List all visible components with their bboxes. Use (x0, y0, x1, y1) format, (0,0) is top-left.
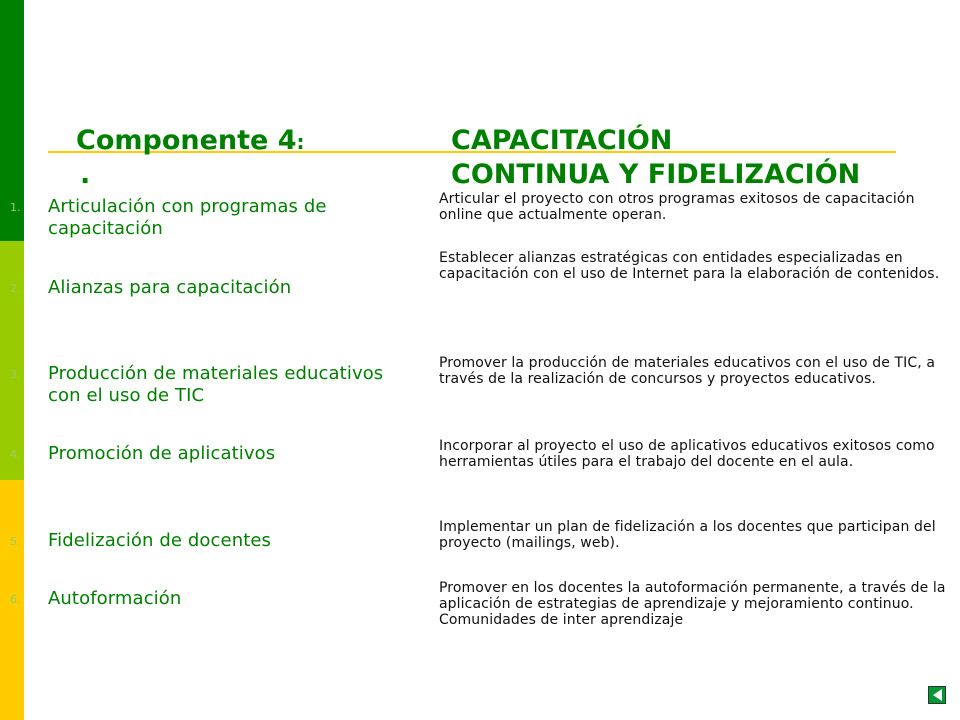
item-number: 3. (10, 368, 21, 381)
list-item (10, 196, 390, 240)
list-item (10, 530, 390, 552)
item-label: Alianzas para capacitación (48, 277, 292, 298)
item-number: 5. (10, 535, 21, 548)
list-item (10, 277, 390, 299)
item-label: Fidelización de docentes (48, 530, 272, 551)
title-left-text: Componente 4 (76, 125, 297, 156)
slide-title-left (76, 124, 305, 159)
item-number: 4. (10, 448, 21, 461)
item-description: Establecer alianzas estratégicas con entidades especializadas en capacitación con el uso de Internet para la elaboración de contenidos. (439, 250, 940, 282)
item-description: Promover la producción de materiales educativos con el uso de TIC, a través de la realización de concursos y proyectos educativos. (439, 355, 936, 387)
item-description: Promover en los docentes la autoformación permanente, a través de la aplicación de estrategias de aprendizaje y mejoramiento continuo. Comunidades de inter aprendizaje (439, 580, 946, 628)
item-number: 2. (10, 282, 21, 295)
title-dot: . (80, 159, 91, 190)
title-colon: : (296, 130, 305, 154)
triangle-left-icon (933, 689, 942, 701)
item-label: Articulación con programas de capacitación (48, 196, 327, 239)
item-label: Autoformación (48, 588, 182, 609)
title-right-line-2: CONTINUA Y FIDELIZACIÓN (451, 159, 861, 190)
list-item (10, 363, 390, 407)
item-number: 1. (10, 201, 21, 214)
item-description: Implementar un plan de fidelización a los docentes que participan del proyecto (mailings, web). (439, 519, 936, 551)
previous-slide-icon[interactable] (928, 686, 946, 704)
item-label: Producción de materiales educativos con el uso de TIC (48, 363, 384, 406)
slide-title-right (451, 124, 860, 192)
item-description: Articular el proyecto con otros programas exitosos de capacitación online que actualmente operan. (439, 191, 915, 223)
item-number: 6. (10, 593, 21, 606)
title-right-line-1: CAPACITACIÓN (451, 125, 673, 156)
list-item (10, 443, 390, 465)
item-label: Promoción de aplicativos (48, 443, 276, 464)
item-description: Incorporar al proyecto el uso de aplicativos educativos exitosos como herramientas útiles para el trabajo del docente en el aula. (439, 438, 935, 470)
list-item (10, 588, 390, 610)
